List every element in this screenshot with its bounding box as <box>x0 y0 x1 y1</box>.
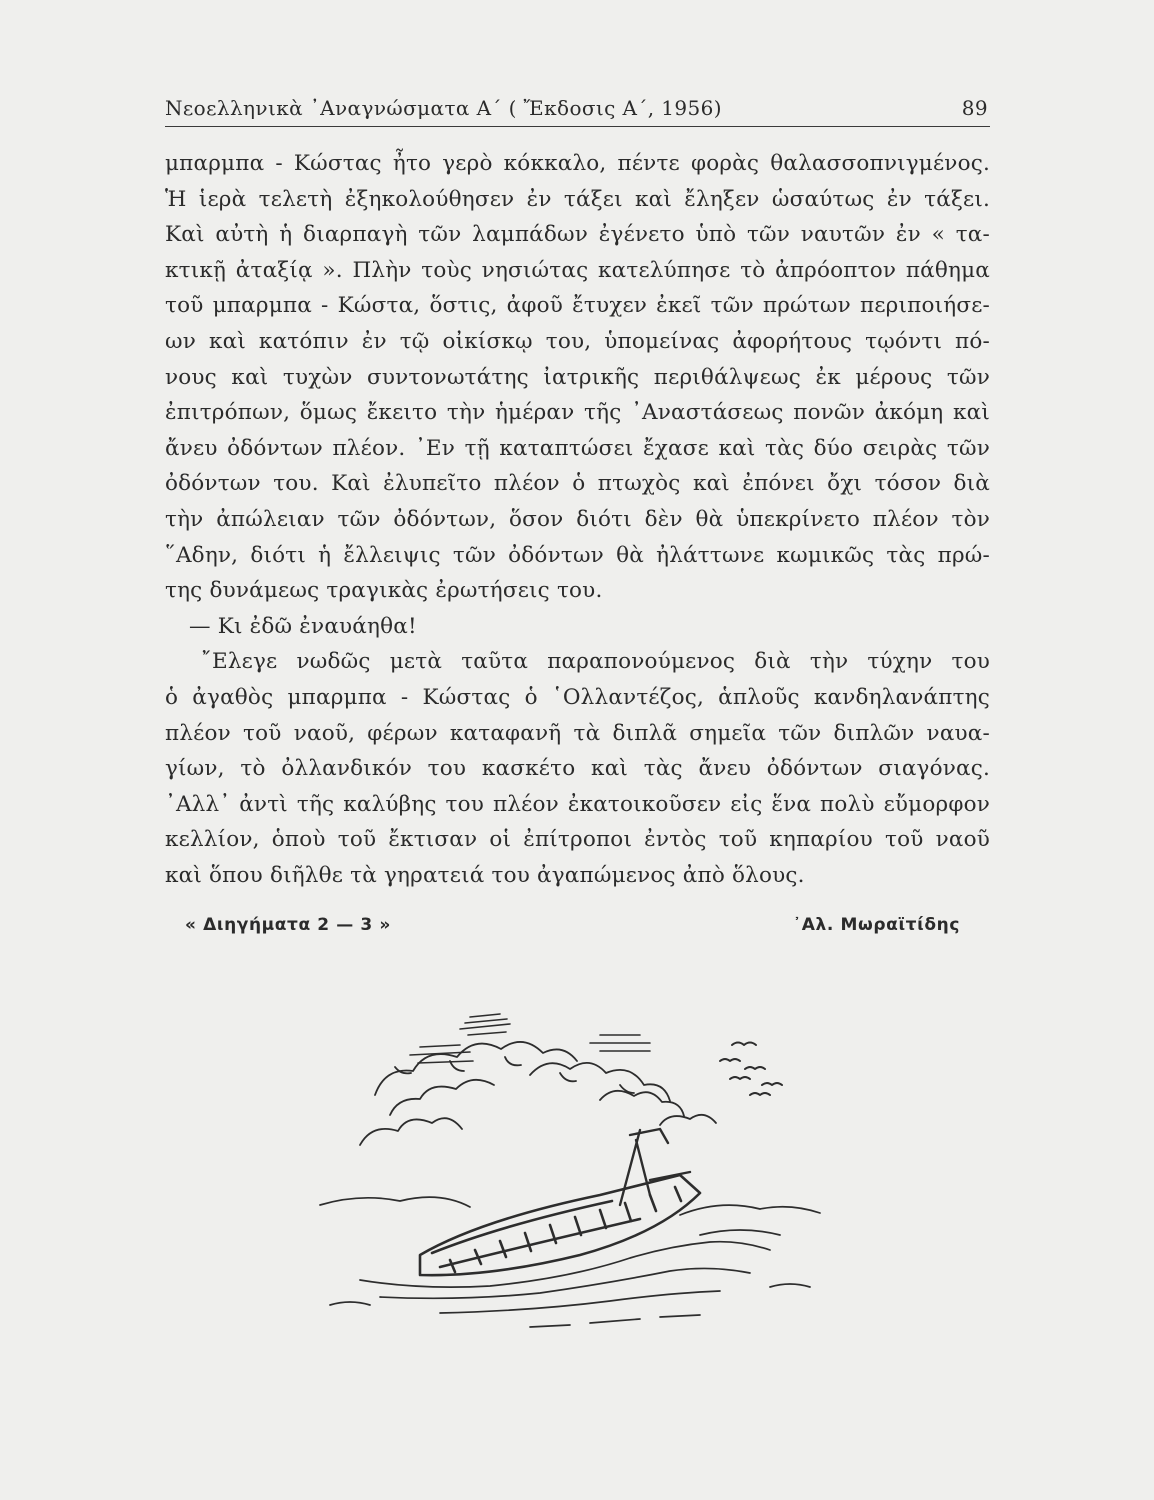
text-line: ἄνευ ὀδόντων πλέον. ᾿Εν τῇ καταπτώσει ἔχασε καὶ τὰς δύο σειρὰς τῶν <box>165 435 990 461</box>
text-line: Καὶ αὐτὴ ἡ διαρπαγὴ τῶν λαμπάδων ἐγένετο ὑπὸ τῶν ναυτῶν ἐν « τα- <box>165 222 990 248</box>
sea-waves <box>320 1197 820 1327</box>
text-line: μπαρμπα - Κώστας ἦτο γερὸ κόκκαλο, πέντε φορὰς θαλασσοπνιγμένος. <box>165 151 990 176</box>
dialogue-line: — Κι ἐδῶ ἐναυάηθα! <box>189 613 417 639</box>
text-line: κελλίον, ὁποὺ τοῦ ἔκτισαν οἱ ἐπίτροποι ἐντὸς τοῦ κηπαρίου τοῦ ναοῦ <box>165 827 990 853</box>
text-line: τὴν ἀπώλειαν τῶν ὀδόντων, ὅσον διότι δὲν θὰ ὑπεκρίνετο πλέον τὸν <box>165 506 990 532</box>
text-line: καὶ ὅπου διῆλθε τὰ γηρατειά του ἀγαπώμενος ἀπὸ ὅλους. <box>165 862 805 888</box>
ship-hull <box>420 1175 700 1275</box>
text-line: τοῦ μπαρμπα - Κώστα, ὅστις, ἀφοῦ ἔτυχεν ἐκεῖ τῶν πρώτων περιποιήσε- <box>165 293 990 319</box>
text-line: ων καὶ κατόπιν ἐν τῷ οἰκίσκῳ του, ὑπομείνας ἀφορήτους τῳόντι πό- <box>165 328 990 354</box>
shipwreck-illustration <box>300 1005 860 1335</box>
text-line: γίων, τὸ ὀλλανδικόν του κασκέτο καὶ τὰς ἄνευ ὀδόντων σιαγόνας. <box>165 756 990 782</box>
page-number: 89 <box>961 96 988 120</box>
author-name: ᾿Αλ. Μωραϊτίδης <box>792 915 960 935</box>
broken-mast <box>620 1129 690 1205</box>
text-line: ῞Αδην, διότι ἡ ἔλλειψις τῶν ὀδόντων θὰ ἠλάττωνε κωμικῶς τὰς πρώ- <box>165 542 990 568</box>
text-line: νους καὶ τυχὼν συντονωτάτης ἰατρικῆς περιθάλψεως ἐκ μέρους τῶν <box>165 364 990 390</box>
running-header <box>165 96 990 127</box>
text-line: Ἡ ἱερὰ τελετὴ ἐξηκολούθησεν ἐν τάξει καὶ ἔληξεν ὡσαύτως ἐν τάξει. <box>165 186 990 212</box>
source-citation: « Διηγήματα 2 — 3 » <box>185 915 391 935</box>
story-text <box>165 146 990 893</box>
cloud-billows <box>360 1042 716 1145</box>
text-line: κτικῇ ἀταξίᾳ ». Πλὴν τοὺς νησιώτας κατελύπησε τὸ ἀπρόοπτον πάθημα <box>165 257 990 283</box>
text-line: ὀδόντων του. Καὶ ἐλυπεῖτο πλέον ὁ πτωχὸς καὶ ἐπόνει ὄχι τόσον διὰ <box>165 471 990 497</box>
text-line: ῎Ελεγε νωδῶς μετὰ ταῦτα παραπονούμενος διὰ τὴν τύχην του <box>201 649 990 675</box>
story-credit <box>185 915 960 945</box>
text-line: ἐπιτρόπων, ὅμως ἔκειτο τὴν ἡμέραν τῆς ᾿Αναστάσεως πονῶν ἀκόμη καὶ <box>165 400 990 426</box>
text-line: ὁ ἀγαθὸς μπαρμπα - Κώστας ὁ ῾Ολλαντέζος, ἁπλοῦς κανδηλανάπτης <box>165 684 990 710</box>
header-title: Νεοελληνικὰ ᾿Αναγνώσματα Α΄ ( Ἔκδοσις Α΄, 1956) <box>165 96 722 120</box>
text-line: πλέον τοῦ ναοῦ, φέρων καταφανῆ τὰ διπλᾶ σημεῖα τῶν διπλῶν ναυα- <box>165 720 990 746</box>
birds <box>720 1043 782 1096</box>
text-line: της δυνάμεως τραγικὰς ἐρωτήσεις του. <box>165 578 603 604</box>
sky-hatching <box>410 1014 650 1063</box>
text-line: ᾿Αλλ᾿ ἀντὶ τῆς καλύβης του πλέον ἐκατοικοῦσεν εἰς ἕνα πολὺ εὔμορφον <box>165 791 990 817</box>
